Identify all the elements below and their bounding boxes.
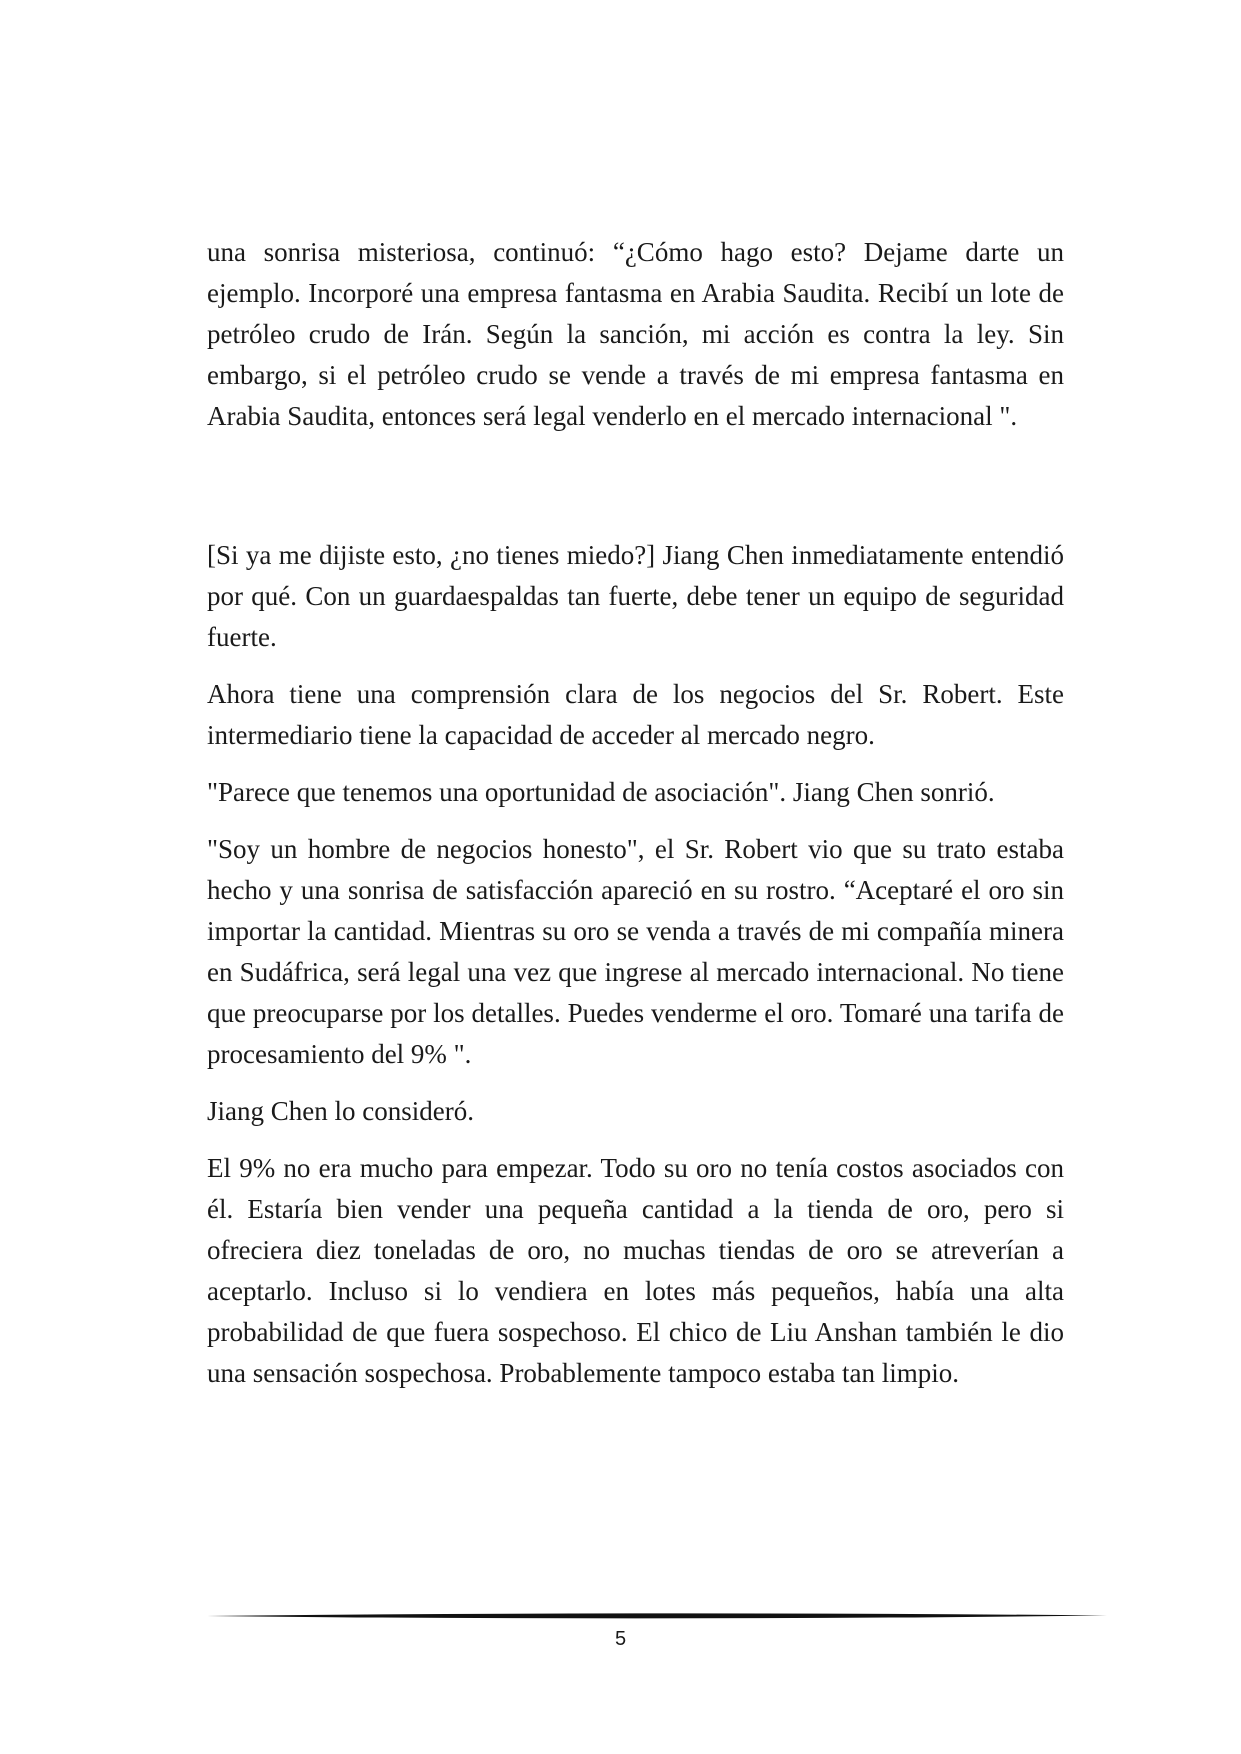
paragraph-5: "Soy un hombre de negocios honesto", el Sr. Robert vio que su trato estaba hecho y una sonrisa de satisfacción apareció en su rostro. “Aceptaré el oro sin importar la cantidad. Mientras su oro se venda a través de mi compañía minera en Sudáfrica, será legal una vez que ingrese al mercado internacional. No tiene que preocuparse por los detalles. Puedes venderme el oro. Tomaré una tarifa de procesamiento del 9% ". bbox=[207, 834, 1064, 1069]
page-number: 5 bbox=[614, 1628, 627, 1650]
paragraph-2: [Si ya me dijiste esto, ¿no tienes miedo?] Jiang Chen inmediatamente entendió por qué. Con un guardaespaldas tan fuerte, debe tener un equipo de seguridad fuerte. bbox=[207, 540, 1064, 652]
body-text bbox=[207, 232, 1064, 1394]
paragraph-1: una sonrisa misteriosa, continuó: “¿Cómo hago esto? Dejame darte un ejemplo. Incorporé una empresa fantasma en Arabia Saudita. Recibí un lote de petróleo crudo de Irán. Según la sanción, mi acción es contra la ley. Sin embargo, si el petróleo crudo se vende a través de mi empresa fantasma en Arabia Saudita, entonces será legal venderlo en el mercado internacional ". bbox=[207, 237, 1064, 431]
paragraph-4: "Parece que tenemos una oportunidad de asociación". Jiang Chen sonrió. bbox=[207, 777, 995, 807]
paragraph-6: Jiang Chen lo consideró. bbox=[207, 1096, 474, 1126]
paragraph-3: Ahora tiene una comprensión clara de los negocios del Sr. Robert. Este intermediario tiene la capacidad de acceder al mercado negro. bbox=[207, 679, 1064, 750]
footer-divider bbox=[207, 1610, 1107, 1622]
paragraph-7: El 9% no era mucho para empezar. Todo su oro no tenía costos asociados con él. Estaría bien vender una pequeña cantidad a la tienda de oro, pero si ofreciera diez toneladas de oro, no muchas tiendas de oro se atreverían a aceptarlo. Incluso si lo vendiera en lotes más pequeños, había una alta probabilidad de que fuera sospechoso. El chico de Liu Anshan también le dio una sensación sospechosa. Probablemente tampoco estaba tan limpio. bbox=[207, 1153, 1064, 1388]
